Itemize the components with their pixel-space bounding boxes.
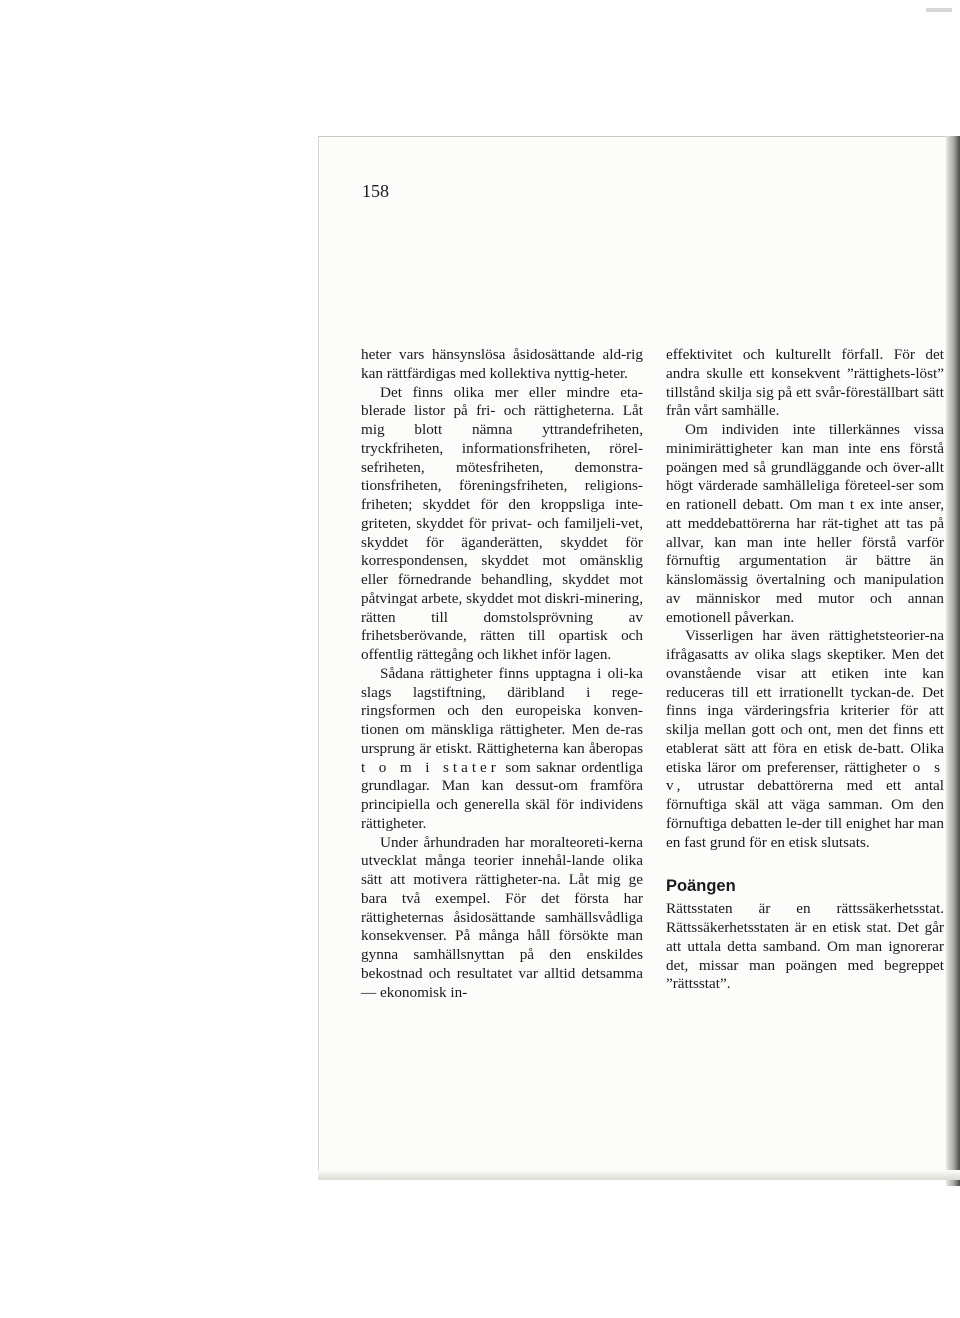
paragraph: Det finns olika mer eller mindre eta-blerade listor på fri- och rättigheterna. Låt mig blott nämna yttrandefriheten, tryckfriheten, informationsfriheten, rörel-sefriheten, mötesfriheten, demonstra-tionsfriheten, föreningsfriheten, religions-friheten; skyddet för den kroppsliga inte-griteten, skyddet för privat- och familjeli-vet, skyddet för äganderätten, skyddet för korrespondensen, skyddet mot omänsklig eller förnedrande behandling, skyddet mot påtvingat arbete, skyddet mot diskri-minering, rätten till domstolsprövning av frihetsberövande, rätten till opartisk och offentlig rättegång och likhet inför lagen. <box>361 383 643 663</box>
paragraph <box>666 627 944 852</box>
section-heading: Poängen <box>666 877 736 896</box>
paragraph: effektivitet och kulturellt förfall. För det andra skulle ett konsekvent ”rättighets-löst” tillstånd skilja sig på ett svår-föreställbart sätt från vårt samhälle. <box>666 346 944 420</box>
paragraph-text: utrustar debattörerna med ett antal förnuftiga skäl att väga samman. Om den förnuftiga debatten le-der till enighet har man en fast grund för en etisk slutsats. <box>666 777 944 851</box>
page-number: 158 <box>362 181 389 201</box>
right-text-column <box>666 346 944 994</box>
spaced-abbreviation: o s v, <box>666 758 944 795</box>
paragraph <box>361 665 643 834</box>
page-edge-shadow <box>946 136 960 1186</box>
scan-corner-mark <box>926 8 952 12</box>
page-bottom-edge <box>318 1170 960 1180</box>
paragraph: heter vars hänsynslösa åsidosättande ald-rig kan rättfärdigas med kollektiva nyttig-heter. <box>361 346 643 382</box>
spaced-abbreviation: t o m i stater <box>361 758 500 776</box>
paragraph-text: som saknar ordentliga grundlagar. Man kan dessut-om framföra principiella och generella skäl för individens rättigheter. <box>361 758 643 832</box>
paragraph: Rättsstaten är en rättssäkerhetsstat. Rättssäkerhetsstaten är en etisk stat. Det går att uttala detta samband. Om man ignorerar det, missar man poängen med begreppet ”rättsstat”. <box>666 900 944 993</box>
left-text-column <box>361 346 643 1002</box>
paragraph: Under århundraden har moralteoreti-kerna utvecklat många teorier innehål-lande olika sätt att motivera rättigheter-na. Låt mig ge bara två exempel. För det första har rättigheternas åsidosättande samhällsvådliga konsekvenser. På många håll försökte man gynna samhällsnyttan på den enskildes bekostnad och resultatet var alltid detsamma — ekonomisk in- <box>361 833 643 1001</box>
paragraph: Om individen inte tillerkännes vissa minimirättigheter kan man inte ens förstå poängen med så grundläggande och över-allt högt värderade samhälleliga företeel-ser som en rationell debatt. Om man t ex inte anser, att meddebattörerna har rät-tighet att tas på allvar, kan man inte heller förstå varför förnuftig argumentation är bättre än känslomässig övertalning och manipulation av människor med mutor och annan emotionell påverkan. <box>666 421 944 626</box>
paragraph-text: Sådana rättigheter finns upptagna i oli-ka slags lagstiftning, däribland i rege-ringsformen och den europeiska konven-tionen om mänskliga rättigheter. Men de-ras ursprung är etiskt. Rättigheterna kan åberopas <box>361 664 643 757</box>
paragraph-text: Visserligen har även rättighetsteorier-na ifrågasatts av olika slags skeptiker. Men det ovanstående visar att etiken inte kan reduceras till ett irrationellt tyckan-de. Det finns inga värderingsfria kriterier för att skilja mellan gott och ont, men det finns ett etablerat sätt att föra en etisk de-batt. Olika etiska läror om preferenser, rättigheter <box>666 627 944 776</box>
